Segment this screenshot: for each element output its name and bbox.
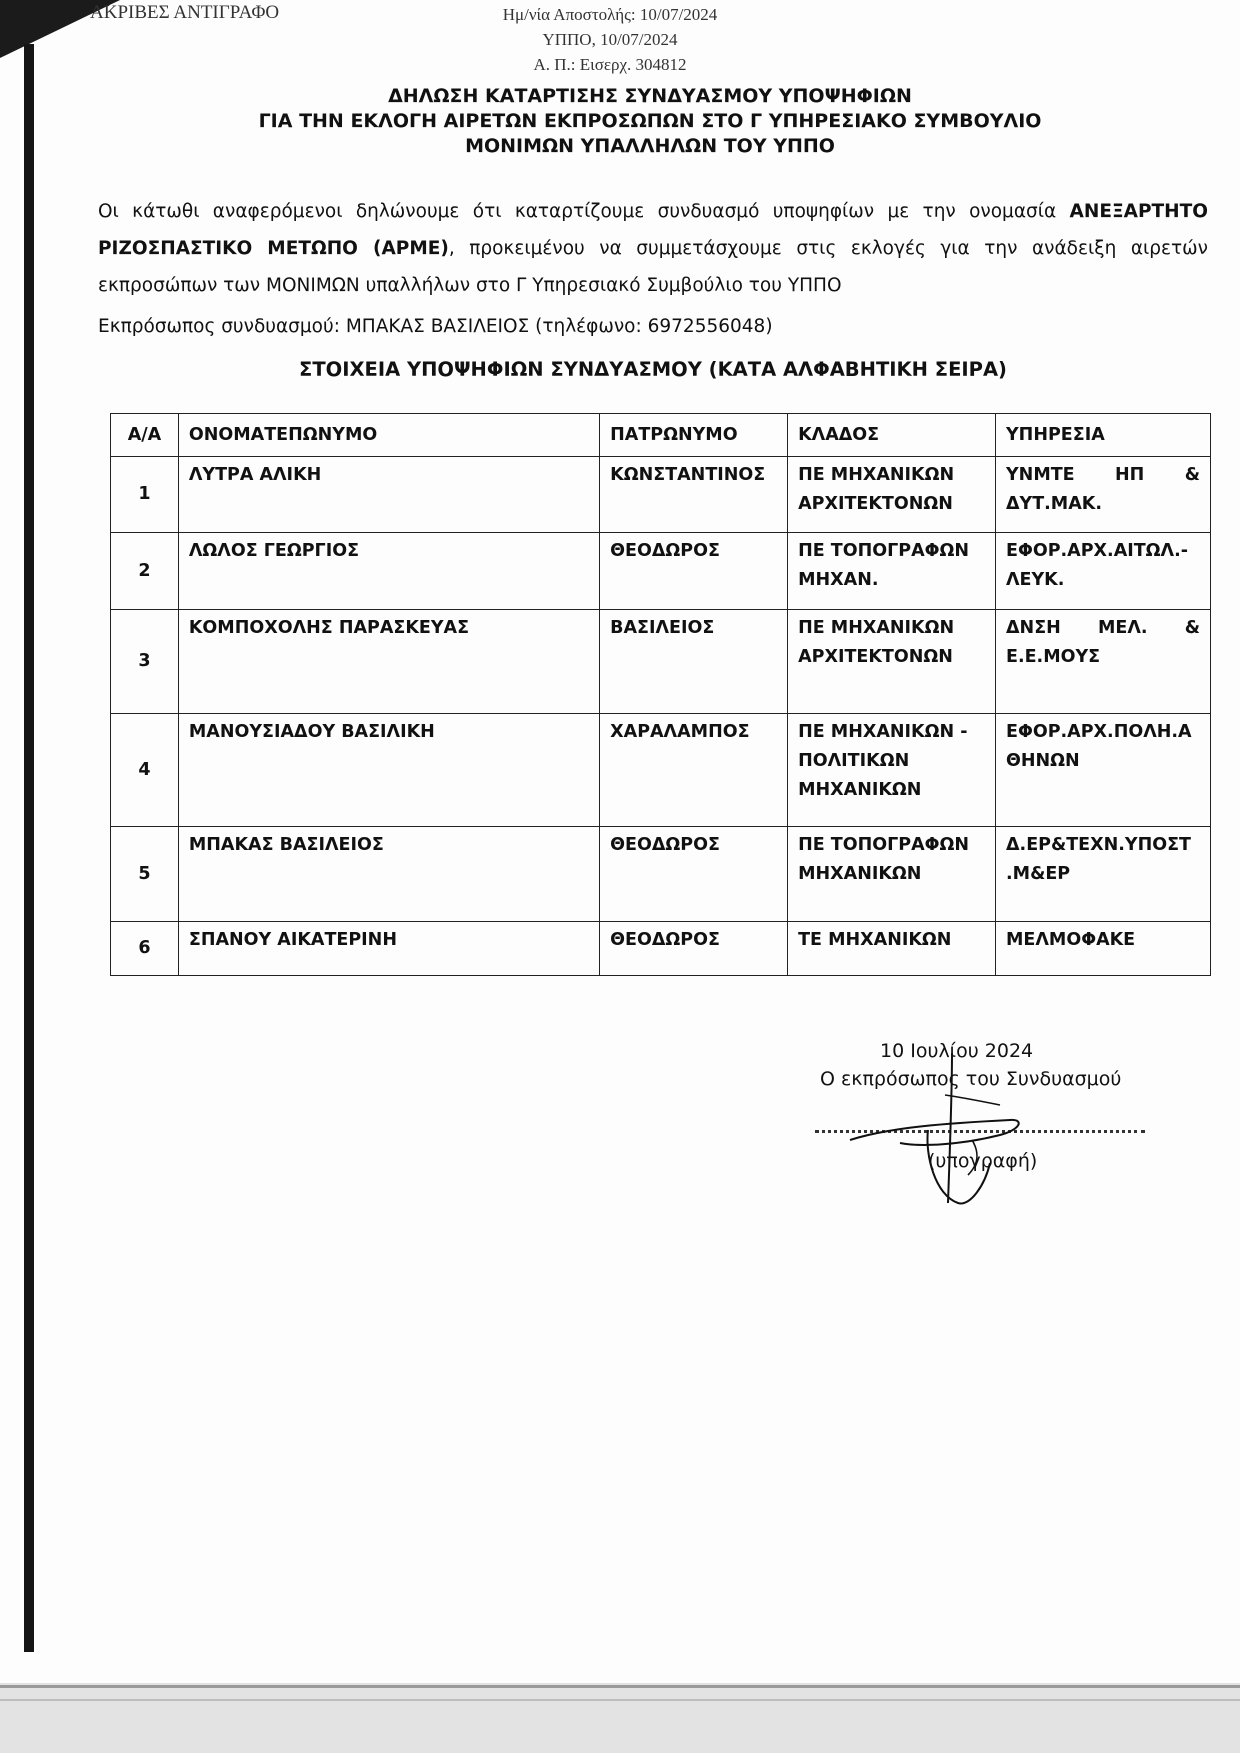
- candidate-name: ΛΩΛΟΣ ΓΕΩΡΓΙΟΣ: [178, 533, 599, 610]
- candidate-branch: ΠΕ ΤΟΠΟΓΡΑΦΩΝ ΜΗΧΑΝ.: [788, 533, 996, 610]
- table-row: [111, 922, 1211, 976]
- candidate-name: ΣΠΑΝΟΥ ΑΙΚΑΤΕΡΙΝΗ: [178, 922, 599, 976]
- candidate-branch: ΠΕ ΜΗΧΑΝΙΚΩΝ ΑΡΧΙΤΕΚΤΟΝΩΝ: [788, 610, 996, 714]
- intro-text: , προκειμένου να συμμετάσχουμε στις εκλογές για την ανάδειξη αιρετών εκπροσώπων των ΜΟΝΙΜΩΝ υπαλλήλων στο Γ Υπηρεσιακό Συμβούλιο του ΥΠΠΟ: [98, 238, 1208, 296]
- party-name: ΑΝΕΞΑΡΤΗΤΟ ΡΙΖΟΣΠΑΣΤΙΚΟ ΜΕΤΩΠΟ (ΑΡΜΕ): [98, 201, 1208, 259]
- row-number: 2: [111, 533, 179, 610]
- signature-date: 10 Ιουλίου 2024: [880, 1040, 1034, 1062]
- receipt-stamp: [420, 2, 800, 77]
- candidate-service: ΕΦΟΡ.ΑΡΧ.ΑΙΤΩΛ.-ΛΕΥΚ.: [996, 533, 1211, 610]
- table-row: [111, 827, 1211, 922]
- candidate-name: ΚΟΜΠΟΧΟΛΗΣ ΠΑΡΑΣΚΕΥΑΣ: [178, 610, 599, 714]
- intro-paragraph: [98, 193, 1208, 304]
- candidate-branch: ΠΕ ΜΗΧΑΝΙΚΩΝ ΑΡΧΙΤΕΚΤΟΝΩΝ: [788, 457, 996, 533]
- table-row: [111, 714, 1211, 827]
- signature-note: (υπογραφή): [928, 1150, 1038, 1172]
- row-number: 5: [111, 827, 179, 922]
- candidate-service: ΕΦΟΡ.ΑΡΧ.ΠΟΛΗ.Α ΘΗΝΩΝ: [996, 714, 1211, 827]
- scan-left-edge: [24, 44, 34, 1652]
- candidate-service: Δ.ΕΡ&ΤΕΧΝ.ΥΠΟΣΤ .Μ&ΕΡ: [996, 827, 1211, 922]
- signer-title: Ο εκπρόσωπος του Συνδυασμού: [820, 1068, 1122, 1090]
- header-number: Α/Α: [111, 414, 179, 457]
- candidate-branch: ΠΕ ΜΗΧΑΝΙΚΩΝ - ΠΟΛΙΤΙΚΩΝ ΜΗΧΑΝΙΚΩΝ: [788, 714, 996, 827]
- scan-artifact-line: [0, 1685, 1240, 1688]
- scan-artifact-line: [0, 1699, 1240, 1701]
- candidate-name: ΛΥΤΡΑ ΑΛΙΚΗ: [178, 457, 599, 533]
- row-number: 4: [111, 714, 179, 827]
- table-row: [111, 533, 1211, 610]
- candidate-branch: ΠΕ ΤΟΠΟΓΡΑΦΩΝ ΜΗΧΑΝΙΚΩΝ: [788, 827, 996, 922]
- candidate-father: ΚΩΝΣΤΑΝΤΙΝΟΣ: [600, 457, 788, 533]
- candidates-table: [110, 413, 1211, 976]
- candidate-father: ΧΑΡΑΛΑΜΠΟΣ: [600, 714, 788, 827]
- candidate-service: ΜΕΛΜΟΦΑΚΕ: [996, 922, 1211, 976]
- header-name: ΟΝΟΜΑΤΕΠΩΝΥΜΟ: [178, 414, 599, 457]
- row-number: 6: [111, 922, 179, 976]
- copy-stamp: ΑΚΡΙΒΕΣ ΑΝΤΙΓΡΑΦΟ: [90, 2, 280, 23]
- table-row: [111, 457, 1211, 533]
- title-line: ΓΙΑ ΤΗΝ ΕΚΛΟΓΗ ΑΙΡΕΤΩΝ ΕΚΠΡΟΣΩΠΩΝ ΣΤΟ Γ ΥΠΗΡΕΣΙΑΚΟ ΣΥΜΒΟΥΛΙΟ: [258, 110, 1042, 132]
- intro-text: Οι κάτωθι αναφερόμενοι δηλώνουμε ότι καταρτίζουμε συνδυασμό υποψηφίων με την ονομασία: [98, 201, 1070, 222]
- document-title: [160, 84, 1140, 159]
- table-header-row: [111, 414, 1211, 457]
- row-number: 1: [111, 457, 179, 533]
- candidate-father: ΘΕΟΔΩΡΟΣ: [600, 922, 788, 976]
- title-line: ΜΟΝΙΜΩΝ ΥΠΑΛΛΗΛΩΝ ΤΟΥ ΥΠΠΟ: [465, 135, 835, 157]
- candidate-name: ΜΑΝΟΥΣΙΑΔΟΥ ΒΑΣΙΛΙΚΗ: [178, 714, 599, 827]
- representative-line: Εκπρόσωπος συνδυασμού: ΜΠΑΚΑΣ ΒΑΣΙΛΕΙΟΣ (τηλέφωνο: 6972556048): [98, 316, 773, 337]
- candidate-name: ΜΠΑΚΑΣ ΒΑΣΙΛΕΙΟΣ: [178, 827, 599, 922]
- row-number: 3: [111, 610, 179, 714]
- candidates-subtitle: ΣΤΟΙΧΕΙΑ ΥΠΟΨΗΦΙΩΝ ΣΥΝΔΥΑΣΜΟΥ (ΚΑΤΑ ΑΛΦΑΒΗΤΙΚΗ ΣΕΙΡΑ): [299, 358, 1007, 381]
- ministry-date: ΥΠΠΟ, 10/07/2024: [542, 30, 678, 49]
- header-service: ΥΠΗΡΕΣΙΑ: [996, 414, 1211, 457]
- candidate-father: ΒΑΣΙΛΕΙΟΣ: [600, 610, 788, 714]
- candidate-father: ΘΕΟΔΩΡΟΣ: [600, 533, 788, 610]
- candidate-father: ΘΕΟΔΩΡΟΣ: [600, 827, 788, 922]
- candidate-branch: ΤΕ ΜΗΧΑΝΙΚΩΝ: [788, 922, 996, 976]
- sent-date: Ημ/νία Αποστολής: 10/07/2024: [502, 5, 718, 24]
- candidate-service: ΔΝΣΗ ΜΕΛ. & Ε.Ε.ΜΟΥΣ: [996, 610, 1211, 714]
- header-branch: ΚΛΑΔΟΣ: [788, 414, 996, 457]
- header-father: ΠΑΤΡΩΝΥΜΟ: [600, 414, 788, 457]
- candidate-service: ΥΝΜΤΕ ΗΠ & ΔΥΤ.ΜΑΚ.: [996, 457, 1211, 533]
- scan-bottom-band: [0, 1683, 1240, 1753]
- handwritten-signature: [840, 1035, 1060, 1215]
- title-line: ΔΗΛΩΣΗ ΚΑΤΑΡΤΙΣΗΣ ΣΥΝΔΥΑΣΜΟΥ ΥΠΟΨΗΦΙΩΝ: [388, 85, 912, 107]
- protocol-number: Α. Π.: Εισερχ. 304812: [533, 55, 687, 74]
- table-row: [111, 610, 1211, 714]
